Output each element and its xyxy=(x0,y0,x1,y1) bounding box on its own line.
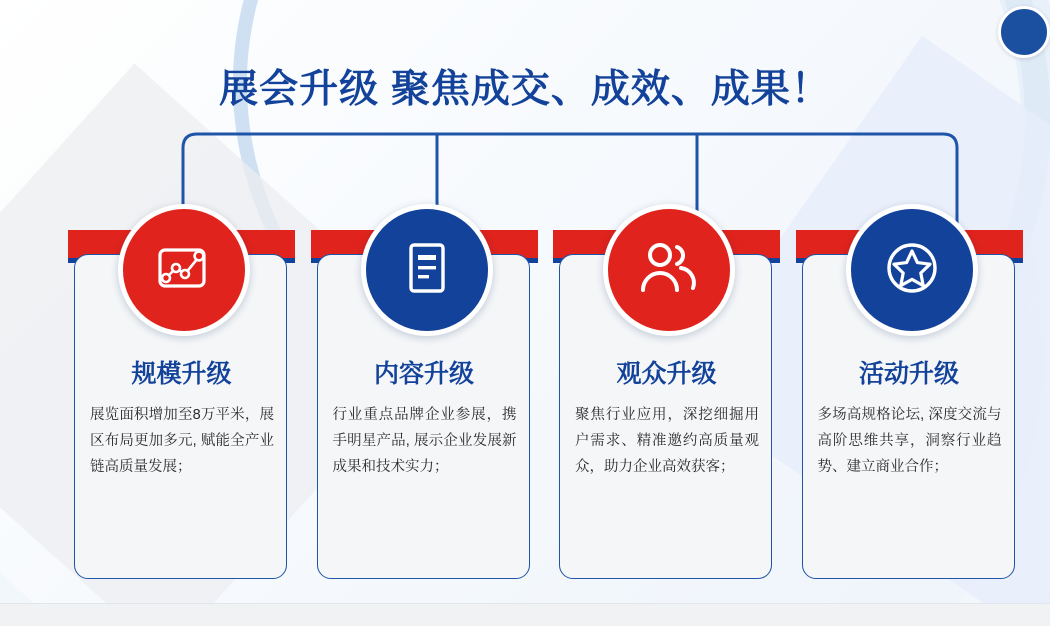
page-title: 展会升级 聚焦成交、成效、成果！ xyxy=(219,68,831,111)
card-description: 展览面积增加至8万平米，展区布局更加多元, 赋能全产业链高质量发展； xyxy=(90,407,274,475)
card-description: 多场高规格论坛, 深度交流与高阶思维共享，洞察行业趋势、建立商业合作； xyxy=(817,407,1002,475)
feature-card[interactable] xyxy=(553,230,776,585)
card-heading: 活动升级 xyxy=(858,360,959,388)
card-icon-circle xyxy=(361,204,493,336)
card-description: 行业重点品牌企业参展，携手明星产品, 展示企业发展新成果和技术实力； xyxy=(332,407,517,475)
chart-scatter-icon xyxy=(153,237,215,304)
feature-card[interactable] xyxy=(68,230,291,585)
corner-badge-circle xyxy=(998,6,1050,58)
card-description: 聚焦行业应用，深挖细掘用户需求、精准邀约高质量观众，助力企业高效获客； xyxy=(575,407,759,475)
card-heading: 观众升级 xyxy=(616,360,717,388)
feature-card[interactable] xyxy=(311,230,534,585)
star-badge-icon xyxy=(880,236,944,305)
card-heading: 规模升级 xyxy=(131,360,232,388)
card-icon-circle xyxy=(118,204,250,336)
card-icon-circle xyxy=(603,204,735,336)
bottom-status-bar xyxy=(0,603,1050,626)
card-icon-circle xyxy=(846,204,978,336)
feature-card[interactable] xyxy=(796,230,1019,585)
card-heading: 内容升级 xyxy=(373,360,474,388)
feature-card-list xyxy=(68,230,1018,590)
people-group-icon xyxy=(636,237,702,304)
document-lines-icon xyxy=(396,237,458,304)
